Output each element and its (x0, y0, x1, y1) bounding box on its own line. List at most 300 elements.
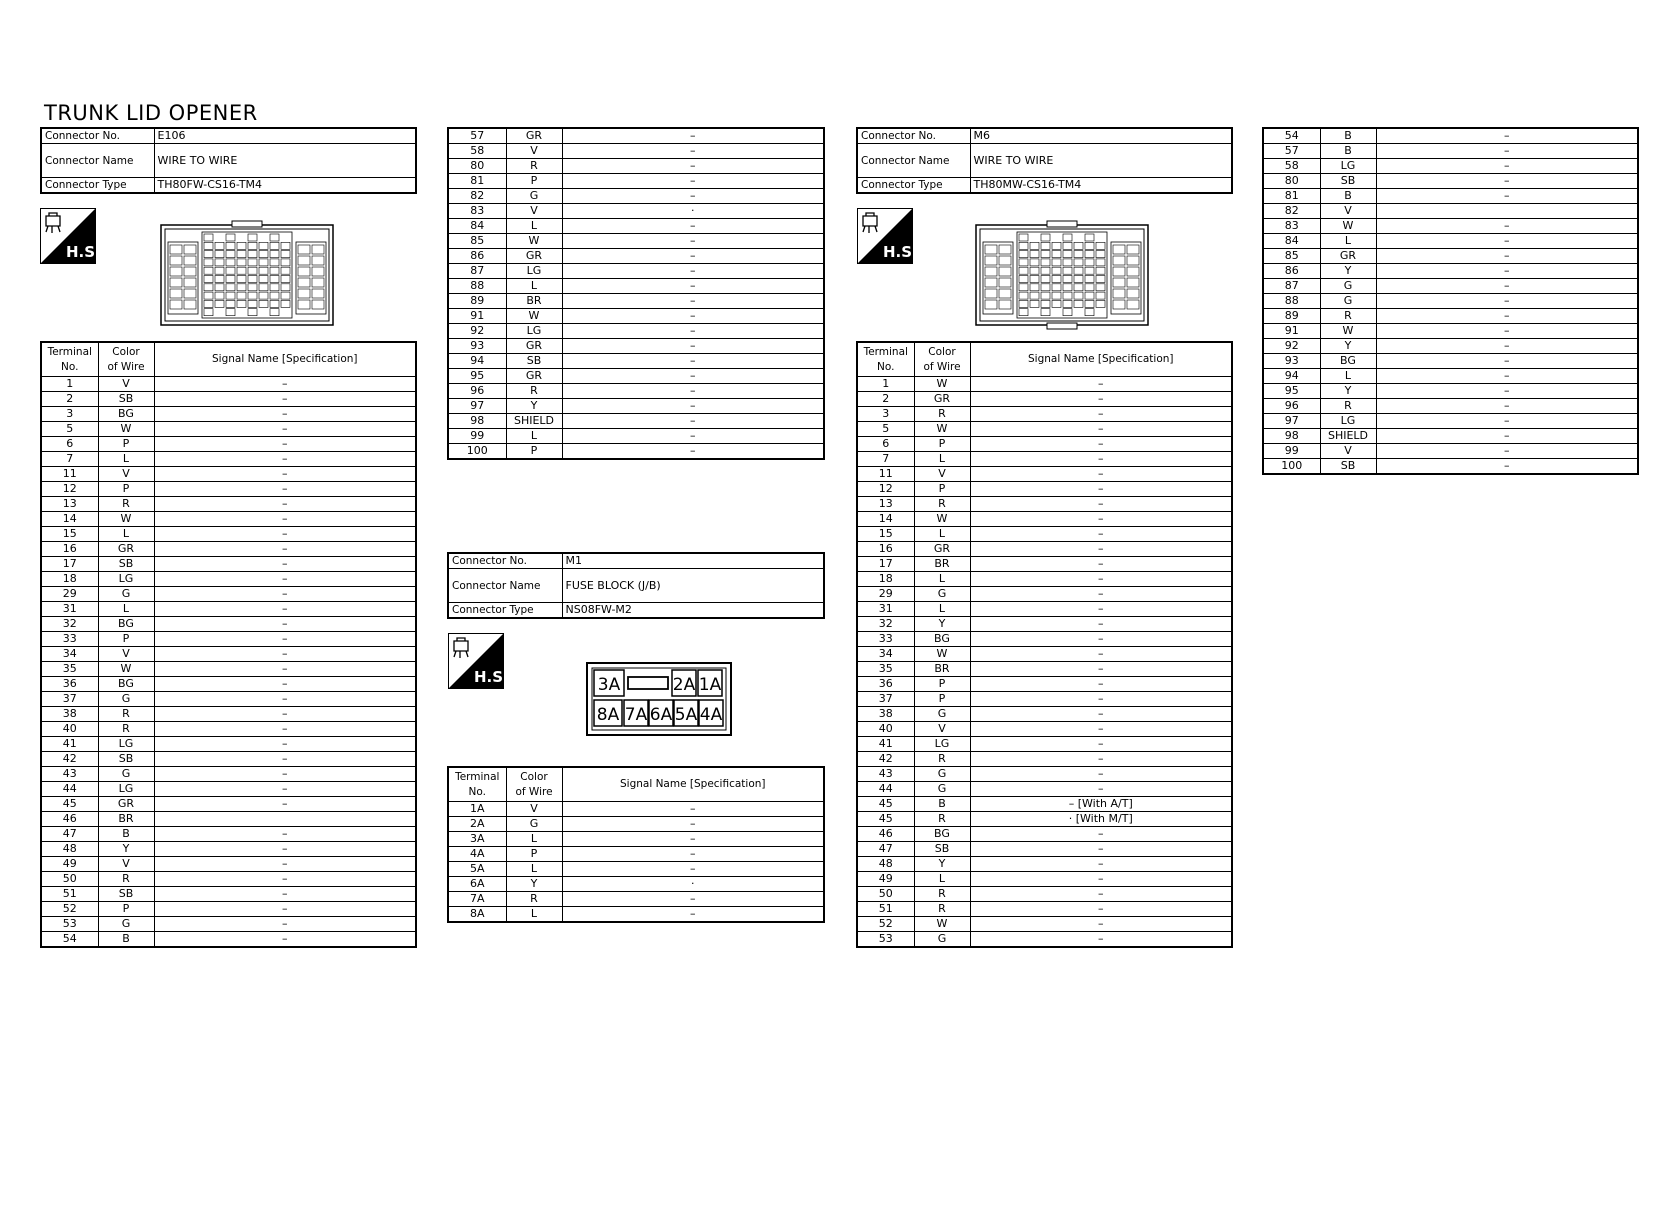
pin-cavity (184, 245, 196, 254)
pin-cavity (270, 259, 279, 266)
terminal-no-cell: 100 (448, 444, 506, 460)
wire-color-cell: R (1320, 399, 1376, 414)
table-row (448, 264, 824, 279)
label-connector-name: Connector Name (448, 569, 562, 603)
wire-color-cell: R (914, 407, 970, 422)
pin-cavity (1074, 251, 1083, 258)
signal-name-cell: – (562, 414, 824, 429)
pin-cavity (226, 292, 235, 299)
signal-name-cell: – (154, 857, 416, 872)
pin-cavity (248, 300, 257, 307)
wire-color-cell: R (506, 384, 562, 399)
pin-cavity (184, 278, 196, 287)
signal-name-cell: – (562, 309, 824, 324)
wire-color-cell: LG (98, 737, 154, 752)
pin-cavity (204, 284, 213, 291)
signal-name-cell: – (154, 827, 416, 842)
wire-color-cell: L (506, 832, 562, 847)
signal-name-cell: – (154, 407, 416, 422)
table-row (448, 862, 824, 877)
pin-cavity (248, 259, 257, 266)
wire-color-cell: B (1320, 189, 1376, 204)
pin-cavity (237, 267, 246, 274)
pin-cavity (1096, 284, 1105, 291)
wire-color-cell: BG (98, 677, 154, 692)
pin-cavity (270, 242, 279, 249)
signal-name-cell: – (970, 887, 1232, 902)
terminal-no-cell: 3 (857, 407, 914, 422)
pin-cavity (1085, 309, 1094, 316)
terminal-no-cell: 40 (857, 722, 914, 737)
wire-color-cell: V (98, 377, 154, 392)
pin-cavity (1052, 267, 1061, 274)
table-row (857, 767, 1232, 782)
terminal-no-cell: 37 (857, 692, 914, 707)
label-connector-no: Connector No. (448, 553, 562, 569)
table-row (41, 632, 416, 647)
header-signal-name: Signal Name [Specification] (562, 767, 824, 802)
wire-color-cell: L (98, 602, 154, 617)
table-row (1263, 459, 1638, 475)
table-row (857, 572, 1232, 587)
pin-cavity (170, 278, 182, 287)
harness-side-icon (857, 208, 918, 264)
wire-color-cell: LG (914, 737, 970, 752)
signal-name-cell: – (970, 752, 1232, 767)
signal-name-cell: – (970, 872, 1232, 887)
terminal-no-cell: 5 (857, 422, 914, 437)
table-row (41, 797, 416, 812)
pin-cavity (170, 245, 182, 254)
pin-cavity (1063, 251, 1072, 258)
signal-name-cell: – (970, 437, 1232, 452)
terminal-no-cell: 84 (448, 219, 506, 234)
wire-color-cell: P (98, 632, 154, 647)
label-connector-type: Connector Type (41, 178, 154, 194)
signal-name-cell: – (1376, 144, 1638, 159)
signal-name-cell: – (154, 557, 416, 572)
signal-name-cell: – (970, 482, 1232, 497)
pin-cavity (270, 300, 279, 307)
signal-name-cell: – (154, 662, 416, 677)
table-row (1263, 219, 1638, 234)
terminal-no-cell: 14 (857, 512, 914, 527)
pin-cavity (248, 309, 257, 316)
wire-color-cell: P (506, 444, 562, 460)
wire-color-cell: G (914, 707, 970, 722)
wire-color-cell: LG (98, 782, 154, 797)
pin-cavity (985, 278, 997, 287)
pin-cavity (184, 267, 196, 276)
pin-cavity (281, 292, 290, 299)
wire-color-cell: P (98, 482, 154, 497)
terminal-table-m1 (447, 766, 825, 923)
terminal-no-cell: 50 (41, 872, 98, 887)
wire-color-cell: R (506, 159, 562, 174)
pin-cavity (1074, 292, 1083, 299)
pin-cavity (248, 292, 257, 299)
header-signal-name: Signal Name [Specification] (154, 342, 416, 377)
table-row (448, 877, 824, 892)
pin-cavity (298, 267, 310, 276)
signal-name-cell: – (970, 602, 1232, 617)
pin-cavity (1030, 251, 1039, 258)
pin-cavity (1019, 276, 1028, 283)
table-row (448, 802, 824, 817)
wire-color-cell: LG (1320, 159, 1376, 174)
pin-cavity (215, 300, 224, 307)
terminal-no-cell: 81 (448, 174, 506, 189)
terminal-no-cell: 35 (857, 662, 914, 677)
pin-cavity (1127, 267, 1139, 276)
signal-name-cell: – (154, 617, 416, 632)
wire-color-cell: P (914, 677, 970, 692)
signal-name-cell: – (154, 572, 416, 587)
label-connector-type: Connector Type (857, 178, 970, 194)
table-row (857, 467, 1232, 482)
pin-cavity (999, 256, 1011, 265)
svg-text:H.S.: H.S. (474, 668, 509, 686)
wire-color-cell: R (98, 707, 154, 722)
pin-cavity (226, 234, 235, 241)
terminal-no-cell: 11 (857, 467, 914, 482)
wire-color-cell: GR (914, 542, 970, 557)
wire-color-cell: W (98, 422, 154, 437)
pin-cavity (1096, 292, 1105, 299)
table-row (448, 309, 824, 324)
wire-color-cell: BR (914, 557, 970, 572)
pin-cavity (1019, 242, 1028, 249)
signal-name-cell: – (970, 647, 1232, 662)
wire-color-cell: L (914, 602, 970, 617)
signal-name-cell: – (562, 847, 824, 862)
pin-cavity (1030, 259, 1039, 266)
table-row (41, 422, 416, 437)
svg-text:H.S.: H.S. (66, 243, 101, 261)
pin-cavity (312, 256, 324, 265)
signal-name-cell: – (970, 707, 1232, 722)
signal-name-cell: – (1376, 399, 1638, 414)
table-row (857, 437, 1232, 452)
wire-color-cell: W (1320, 219, 1376, 234)
terminal-no-cell: 38 (41, 707, 98, 722)
pin-cavity (1030, 276, 1039, 283)
table-row (41, 872, 416, 887)
signal-name-cell: – (970, 632, 1232, 647)
table-row (41, 857, 416, 872)
wire-color-cell: B (1320, 128, 1376, 144)
terminal-no-cell: 18 (41, 572, 98, 587)
terminal-no-cell: 92 (448, 324, 506, 339)
pin-label: 5A (674, 705, 698, 725)
pin-cavity (1127, 256, 1139, 265)
terminal-no-cell: 31 (857, 602, 914, 617)
signal-name-cell: – (970, 497, 1232, 512)
pin-cavity (226, 276, 235, 283)
pin-label: 7A (624, 705, 648, 725)
terminal-no-cell: 34 (857, 647, 914, 662)
signal-name-cell: – (970, 737, 1232, 752)
wire-color-cell: L (914, 527, 970, 542)
terminal-no-cell: 58 (448, 144, 506, 159)
terminal-no-cell: 38 (857, 707, 914, 722)
wire-color-cell: L (506, 219, 562, 234)
signal-name-cell: – (154, 692, 416, 707)
table-row (41, 407, 416, 422)
pin-cavity (259, 251, 268, 258)
terminal-no-cell: 17 (41, 557, 98, 572)
pin-cavity (1127, 278, 1139, 287)
terminal-no-cell: 4A (448, 847, 506, 862)
table-row (41, 932, 416, 948)
pin-cavity (270, 309, 279, 316)
wire-color-cell: L (506, 907, 562, 923)
table-row (857, 422, 1232, 437)
wire-color-cell: GR (914, 392, 970, 407)
signal-name-cell: – (154, 512, 416, 527)
pin-label: 2A (672, 675, 696, 695)
terminal-no-cell: 6 (41, 437, 98, 452)
pin-cavity (1085, 259, 1094, 266)
signal-name-cell: – (154, 527, 416, 542)
signal-name-cell: – (1376, 324, 1638, 339)
terminal-no-cell: 37 (41, 692, 98, 707)
terminal-no-cell: 2A (448, 817, 506, 832)
table-row (41, 812, 416, 827)
wire-color-cell: V (1320, 204, 1376, 219)
table-row (857, 632, 1232, 647)
terminal-no-cell: 99 (448, 429, 506, 444)
wire-color-cell: Y (1320, 264, 1376, 279)
table-row (41, 917, 416, 932)
pin-cavity (999, 245, 1011, 254)
signal-name-cell: – (970, 572, 1232, 587)
connector-name-value: WIRE TO WIRE (154, 144, 416, 178)
wire-color-cell: BR (506, 294, 562, 309)
wire-color-cell: SB (1320, 174, 1376, 189)
table-row (448, 414, 824, 429)
terminal-no-cell: 7A (448, 892, 506, 907)
pin-cavity (270, 251, 279, 258)
signal-name-cell: – (1376, 294, 1638, 309)
wire-color-cell: G (98, 917, 154, 932)
terminal-no-cell: 85 (1263, 249, 1320, 264)
terminal-no-cell: 96 (1263, 399, 1320, 414)
signal-name-cell: – (562, 159, 824, 174)
signal-name-cell: – (562, 339, 824, 354)
table-row (41, 512, 416, 527)
pin-label: 1A (698, 675, 722, 695)
terminal-no-cell: 41 (41, 737, 98, 752)
connector-info-e106 (40, 127, 417, 194)
signal-name-cell: – (1376, 429, 1638, 444)
pin-cavity (270, 292, 279, 299)
pin-cavity (1030, 284, 1039, 291)
wire-color-cell: GR (506, 128, 562, 144)
terminal-no-cell: 82 (448, 189, 506, 204)
pin-cavity (1113, 245, 1125, 254)
pin-cavity (281, 284, 290, 291)
signal-name-cell: – (970, 857, 1232, 872)
table-row (448, 159, 824, 174)
pin-cavity (270, 234, 279, 241)
signal-name-cell: – (562, 279, 824, 294)
table-row (857, 527, 1232, 542)
signal-name-cell: – (154, 647, 416, 662)
table-row (857, 737, 1232, 752)
pin-cavity (237, 292, 246, 299)
table-row (41, 677, 416, 692)
table-row (857, 797, 1232, 812)
terminal-no-cell: 86 (448, 249, 506, 264)
wire-color-cell: G (914, 782, 970, 797)
pin-cavity (259, 276, 268, 283)
terminal-no-cell: 52 (857, 917, 914, 932)
table-row (41, 527, 416, 542)
terminal-no-cell: 40 (41, 722, 98, 737)
pin-cavity (1063, 309, 1072, 316)
wire-color-cell: Y (914, 857, 970, 872)
table-row (448, 817, 824, 832)
signal-name-cell: – (1376, 264, 1638, 279)
wire-color-cell: LG (506, 264, 562, 279)
wire-color-cell: BG (1320, 354, 1376, 369)
pin-cavity (298, 289, 310, 298)
signal-name-cell: · [With M/T] (970, 812, 1232, 827)
pin-cavity (1085, 276, 1094, 283)
pin-cavity (259, 259, 268, 266)
pin-cavity (1052, 242, 1061, 249)
pin-cavity (215, 259, 224, 266)
signal-name-cell: – (562, 354, 824, 369)
terminal-no-cell: 85 (448, 234, 506, 249)
wire-color-cell: V (98, 857, 154, 872)
pin-cavity (1041, 242, 1050, 249)
table-row (1263, 324, 1638, 339)
table-row (41, 752, 416, 767)
wire-color-cell: G (914, 587, 970, 602)
terminal-no-cell: 57 (1263, 144, 1320, 159)
pin-cavity (215, 292, 224, 299)
table-row (41, 377, 416, 392)
signal-name-cell: – (1376, 279, 1638, 294)
wire-color-cell: SB (506, 354, 562, 369)
wire-color-cell: R (98, 497, 154, 512)
terminal-no-cell: 81 (1263, 189, 1320, 204)
signal-name-cell: – (154, 797, 416, 812)
wire-color-cell: G (914, 932, 970, 948)
signal-name-cell: – (970, 617, 1232, 632)
signal-name-cell: – (562, 294, 824, 309)
wire-color-cell: SB (914, 842, 970, 857)
connector-type-value: TH80FW-CS16-TM4 (154, 178, 416, 194)
signal-name-cell: – (1376, 369, 1638, 384)
signal-name-cell: – (970, 662, 1232, 677)
pin-cavity (1085, 251, 1094, 258)
terminal-no-cell: 97 (1263, 414, 1320, 429)
terminal-no-cell: 32 (857, 617, 914, 632)
table-row (448, 128, 824, 144)
signal-name-cell: – (970, 557, 1232, 572)
signal-name-cell: – (562, 802, 824, 817)
wire-color-cell: B (914, 797, 970, 812)
table-row (857, 617, 1232, 632)
table-row (1263, 159, 1638, 174)
terminal-no-cell: 53 (857, 932, 914, 948)
signal-name-cell (1376, 204, 1638, 219)
pin-cavity (1041, 276, 1050, 283)
wire-color-cell: L (506, 429, 562, 444)
terminal-no-cell: 14 (41, 512, 98, 527)
table-row (1263, 384, 1638, 399)
terminal-table-e106-continued (447, 127, 825, 460)
table-row (41, 692, 416, 707)
header-terminal-no: Terminal No. (41, 342, 98, 377)
pin-cavity (1074, 284, 1083, 291)
wire-color-cell: R (98, 872, 154, 887)
table-row (1263, 204, 1638, 219)
wire-color-cell: GR (506, 339, 562, 354)
signal-name-cell: – (154, 887, 416, 902)
signal-name-cell: – (562, 429, 824, 444)
pin-cavity (281, 276, 290, 283)
pin-cavity (1096, 267, 1105, 274)
terminal-no-cell: 49 (41, 857, 98, 872)
signal-name-cell: – (154, 932, 416, 948)
pin-cavity (1052, 284, 1061, 291)
signal-name-cell: – (970, 782, 1232, 797)
pin-cavity (1052, 292, 1061, 299)
terminal-no-cell: 89 (448, 294, 506, 309)
terminal-no-cell: 97 (448, 399, 506, 414)
signal-name-cell: – (154, 917, 416, 932)
signal-name-cell: · (562, 204, 824, 219)
pin-cavity (1074, 300, 1083, 307)
signal-name-cell: – (154, 632, 416, 647)
table-row (448, 144, 824, 159)
terminal-no-cell: 89 (1263, 309, 1320, 324)
terminal-no-cell: 29 (857, 587, 914, 602)
wire-color-cell: SB (1320, 459, 1376, 475)
pin-cavity (1030, 292, 1039, 299)
signal-name-cell: – (1376, 174, 1638, 189)
pin-cavity (226, 300, 235, 307)
terminal-no-cell: 80 (448, 159, 506, 174)
table-row (1263, 189, 1638, 204)
wire-color-cell: P (506, 174, 562, 189)
terminal-no-cell: 31 (41, 602, 98, 617)
terminal-no-cell: 3 (41, 407, 98, 422)
pin-cavity (226, 251, 235, 258)
wire-color-cell: Y (98, 842, 154, 857)
pin-cavity (298, 256, 310, 265)
pin-cavity (1041, 259, 1050, 266)
signal-name-cell: – [With A/T] (970, 797, 1232, 812)
table-row (1263, 174, 1638, 189)
terminal-no-cell: 17 (857, 557, 914, 572)
wire-color-cell: R (914, 812, 970, 827)
table-row (857, 557, 1232, 572)
signal-name-cell: – (1376, 234, 1638, 249)
pin-cavity (248, 267, 257, 274)
pin-cavity (259, 242, 268, 249)
table-row (41, 647, 416, 662)
header-terminal-no: Terminal No. (448, 767, 506, 802)
table-row (448, 892, 824, 907)
pin-cavity (1085, 300, 1094, 307)
pin-cavity (204, 242, 213, 249)
table-row (448, 444, 824, 460)
